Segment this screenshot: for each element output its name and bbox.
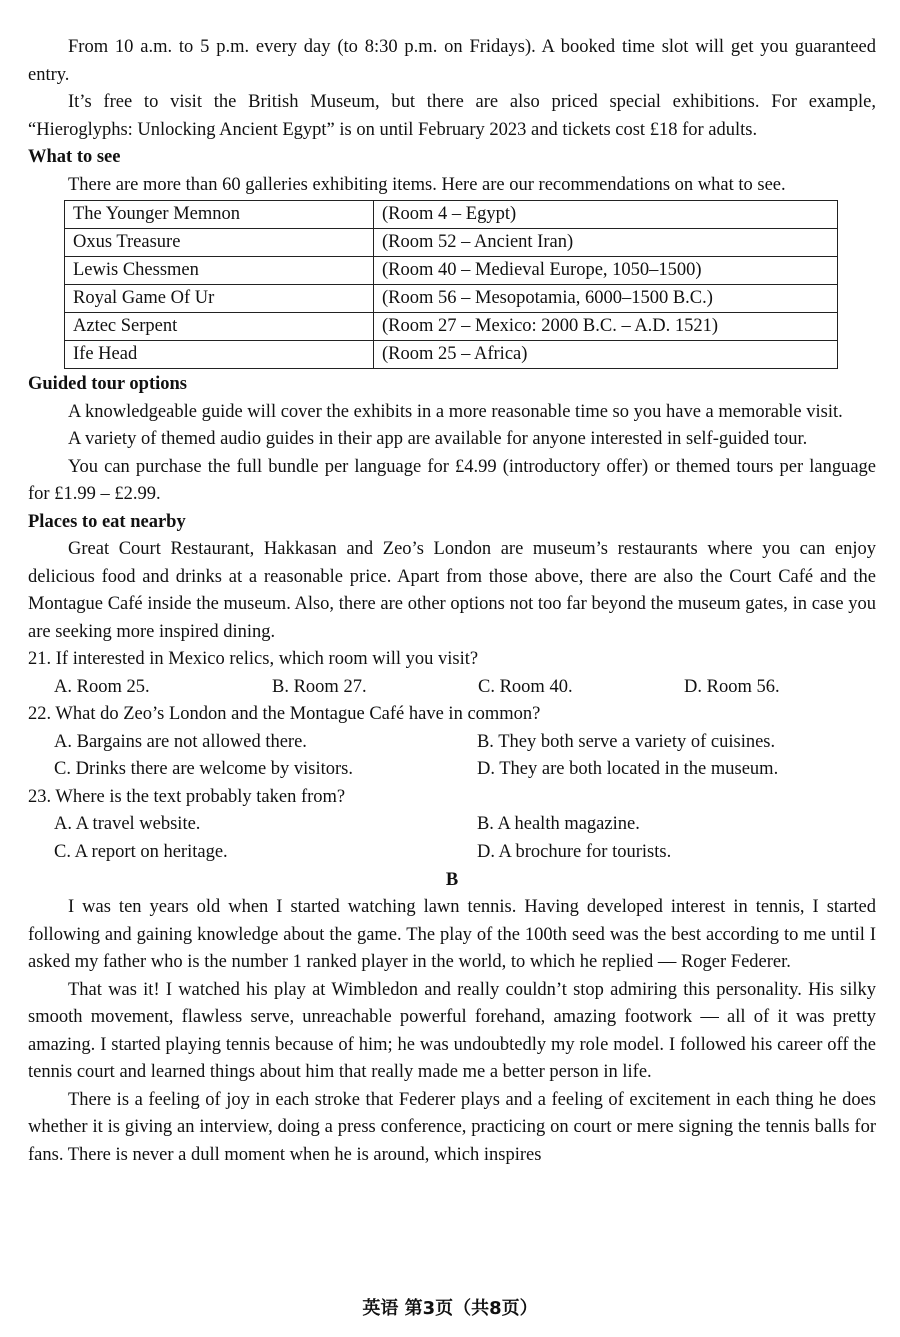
what-to-see-text: There are more than 60 galleries exhibiting items. Here are our recommendations on what to see.: [68, 174, 786, 195]
page-footer: 英语 第3页（共8页）: [362, 1298, 538, 1319]
section-b-paragraph-2: That was it! I watched his play at Wimbledon and really couldn’t stop admiring this personality. His silky smooth movement, flawless serve, unreachable powerful forehand, amazing footwork — all of it was pretty amazing. I started playing tennis because of him; he was undoubtedly my role model. I followed his career off the tennis court and learned things about him that really made me a better person in life.: [28, 979, 876, 1082]
section-b-paragraph-1: I was ten years old when I started watching lawn tennis. Having developed interest in tennis, I started following and gaining knowledge about the game. The play of the 100th seed was the best according to me until I asked my father who is the number 1 ranked player in the world, to which he replied — Roger Federer.: [28, 897, 876, 972]
exhibit-name: Royal Game Of Ur: [65, 285, 374, 313]
exhibit-name: The Younger Memnon: [65, 201, 374, 229]
guided-paragraph-price: You can purchase the full bundle per language for £4.99 (introductory offer) or themed tours per language for £1.99 – £2.99.: [28, 456, 876, 504]
heading-what-to-see: What to see: [28, 147, 121, 167]
heading-places-to-eat: Places to eat nearby: [28, 511, 186, 532]
intro-paragraph-hours: From 10 a.m. to 5 p.m. every day (to 8:30 p.m. on Fridays). A booked time slot will get you guaranteed entry.: [28, 37, 876, 85]
section-b-label: B: [445, 870, 459, 890]
option-a: A. Room 25.: [54, 676, 150, 697]
exhibit-room: (Room 25 – Africa): [374, 341, 838, 369]
option-c: C. A report on heritage.: [54, 841, 228, 862]
question-22-options-row-1: [28, 729, 876, 757]
question-21: 21. If interested in Mexico relics, which room will you visit?: [28, 649, 479, 669]
exhibit-room: (Room 52 – Ancient Iran): [374, 229, 838, 257]
exhibit-room: (Room 4 – Egypt): [374, 201, 838, 229]
option-c: C. Room 40.: [478, 676, 573, 697]
option-a: A. A travel website.: [54, 814, 201, 834]
option-a: A. Bargains are not allowed there.: [54, 731, 307, 752]
question-23: 23. Where is the text probably taken from?: [28, 786, 346, 807]
table-row: [65, 257, 838, 285]
exhibit-name: Oxus Treasure: [65, 229, 374, 257]
question-22-options-row-2: [28, 756, 876, 784]
table-row: [65, 229, 838, 257]
exam-page: [28, 34, 876, 1169]
exhibit-room: (Room 40 – Medieval Europe, 1050–1500): [374, 257, 838, 285]
table-row: [65, 341, 838, 369]
question-22: 22. What do Zeo’s London and the Montague Café have in common?: [28, 704, 541, 724]
eat-paragraph: Great Court Restaurant, Hakkasan and Zeo’s London are museum’s restaurants where you can enjoy delicious food and drinks at a reasonable price. Apart from those above, there are also the Court Café and the Montague Café inside the museum. Also, there are other options not too far beyond the museum gates, in case you are seeking more inspired dining.: [28, 539, 876, 642]
exhibit-name: Lewis Chessmen: [65, 257, 374, 285]
question-23-options-row-1: [28, 811, 876, 839]
guided-paragraph-guide: A knowledgeable guide will cover the exhibits in a more reasonable time so you have a memorable visit.: [68, 401, 843, 422]
option-b: B. They both serve a variety of cuisines.: [476, 731, 776, 752]
exhibit-room: (Room 56 – Mesopotamia, 6000–1500 B.C.): [374, 285, 838, 313]
exhibits-table: [64, 200, 838, 369]
option-d: D. They are both located in the museum.: [476, 759, 779, 779]
exhibit-name: Aztec Serpent: [65, 313, 374, 341]
guided-paragraph-audio: A variety of themed audio guides in their app are available for anyone interested in self-guided tour.: [68, 429, 808, 449]
question-23-options-row-2: [28, 839, 876, 867]
option-d: D. Room 56.: [684, 676, 780, 697]
option-b: B. Room 27.: [272, 676, 367, 697]
heading-guided-tour: Guided tour options: [28, 374, 188, 394]
option-c: C. Drinks there are welcome by visitors.: [54, 759, 354, 779]
question-21-options: [28, 674, 876, 702]
table-row: [65, 285, 838, 313]
table-row: [65, 201, 838, 229]
option-d: D. A brochure for tourists.: [476, 841, 672, 862]
option-b: B. A health magazine.: [476, 814, 640, 834]
exhibit-name: Ife Head: [65, 341, 374, 369]
exhibit-room: (Room 27 – Mexico: 2000 B.C. – A.D. 1521): [374, 313, 838, 341]
table-row: [65, 313, 838, 341]
section-b-paragraph-3: There is a feeling of joy in each stroke that Federer plays and a feeling of excitement in each thing he does whether it is giving an interview, doing a press conference, practicing on court or mere signing the tennis balls for fans. There is never a dull moment when he is around, which inspires: [28, 1089, 876, 1165]
intro-paragraph-tickets: It’s free to visit the British Museum, but there are also priced special exhibitions. For example, “Hieroglyphs: Unlocking Ancient Egypt” is on until February 2023 and tickets cost £18 for adults.: [28, 92, 876, 140]
